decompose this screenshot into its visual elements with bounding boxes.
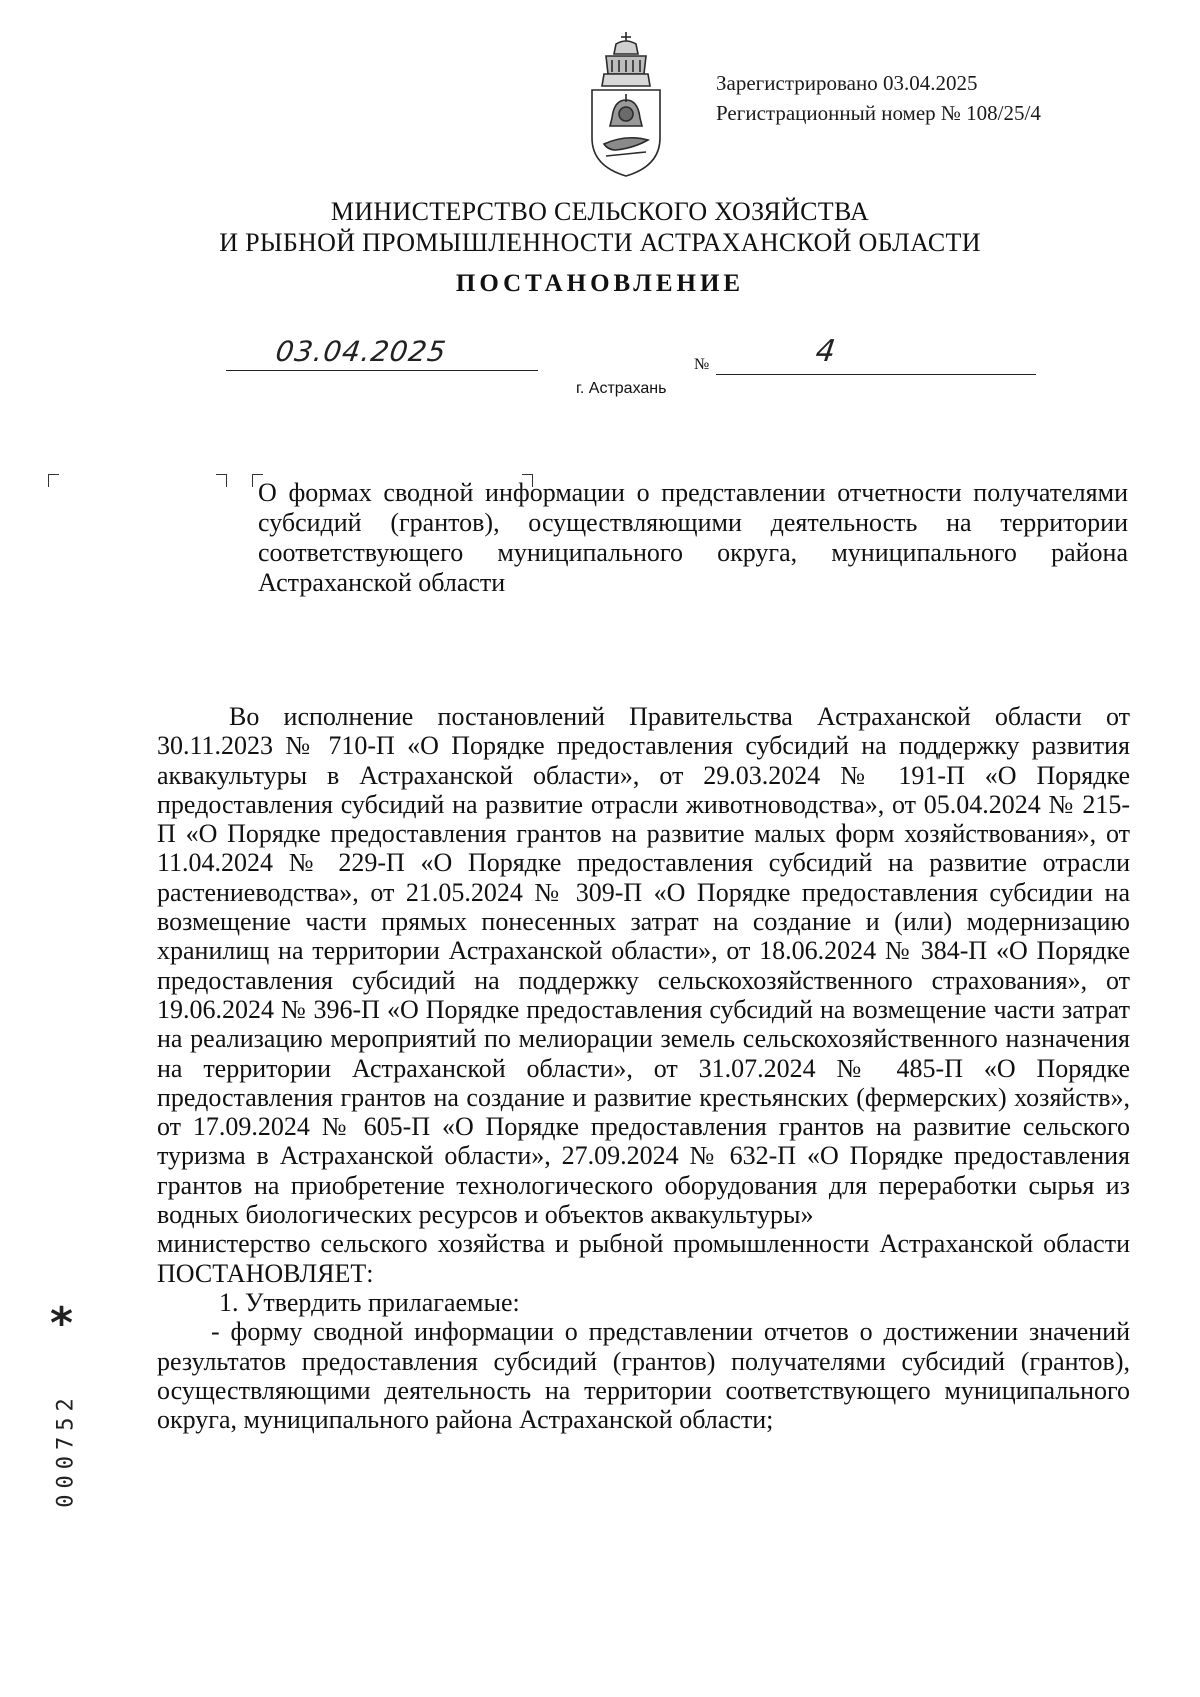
preamble-paragraph: Во исполнение постановлений Правительства Астраханской области от 30.11.2023 № 710-П «О Порядке предоставления субсидий на поддержку развития аквакультуры в Астраханской области», от 29.03.2024 № 191-П «О Порядке предоставления субсидий на развитие отрасли животноводства», от 05.04.2024 № 215-П «О Порядке предоставления грантов на развитие малых форм хозяйствования», от 11.04.2024 № 229-П «О Порядке предоставления субсидий на развитие отрасли растениеводства», от 21.05.2024 № 309-П «О Порядке предоставления субсидии на возмещение части прямых понесенных затрат на создание и (или) модернизацию хранилищ на территории Астраханской области», от 18.06.2024 № 384-П «О Порядке предоставления субсидий на поддержку сельскохозяйственного страхования», от 19.06.2024 № 396-П «О Порядке предоставления субсидий на возмещение части затрат на реализацию мероприятий по мелиорации земель сельскохозяйственного назначения на территории Астраханской области», от 31.07.2024 № 485-П «О Порядке предоставления грантов на создание и развитие крестьянских (фермерских) хозяйств», от 17.09.2024 № 605-П «О Порядке предоставления грантов на развитие сельского туризма в Астраханской области», 27.09.2024 № 632-П «О Порядке предоставления грантов на приобретение технологического оборудования для переработки сырья из водных биологических ресурсов и объектов аквакультуры» — [157, 702, 1130, 1230]
coat-of-arms-icon — [586, 30, 666, 180]
corner-mark — [216, 474, 227, 487]
item-1: 1. Утвердить прилагаемые: — [219, 1287, 520, 1317]
document-date: 03.04.2025 — [273, 335, 449, 368]
ministry-name — [0, 196, 1200, 258]
asterisk-mark: * — [50, 1298, 74, 1349]
ministry-name-line2: И РЫБНОЙ ПРОМЫШЛЕННОСТИ АСТРАХАНСКОЙ ОБЛАСТИ — [219, 228, 981, 257]
document-city: г. Астрахань — [576, 380, 667, 397]
number-underline — [716, 374, 1036, 375]
item-1-dash-1: - форму сводной информации о представлении отчетов о достижении значений результатов предоставления субсидий (грантов) получателями субсидий (грантов), осуществляющими деятельность на территории соответствующего муниципального округа, муниципального района Астраханской области; — [157, 1317, 1130, 1435]
document-body — [157, 702, 1130, 1434]
registration-number: Регистрационный номер № 108/25/4 — [716, 101, 1041, 125]
ministry-name-line1: МИНИСТЕРСТВО СЕЛЬСКОГО ХОЗЯЙСТВА — [330, 197, 870, 226]
serial-number: 000752 — [53, 1392, 79, 1508]
date-underline — [226, 370, 538, 371]
number-label: № — [694, 356, 710, 373]
corner-mark — [48, 474, 59, 487]
document-subject: О формах сводной информации о представлении отчетности получателями субсидий (грантов), осуществляющими деятельность на территории соответствующего муниципального округа, муниципального района Астраханской области — [258, 478, 1128, 597]
resolution-paragraph: министерство сельского хозяйства и рыбной промышленности Астраханской области ПОСТАНОВЛЯЕТ: — [157, 1229, 1130, 1288]
document-number: 4 — [813, 334, 838, 369]
registration-stamp — [716, 68, 1041, 128]
document-type: ПОСТАНОВЛЕНИЕ — [455, 270, 745, 297]
registration-date: Зарегистрировано 03.04.2025 — [716, 71, 978, 95]
